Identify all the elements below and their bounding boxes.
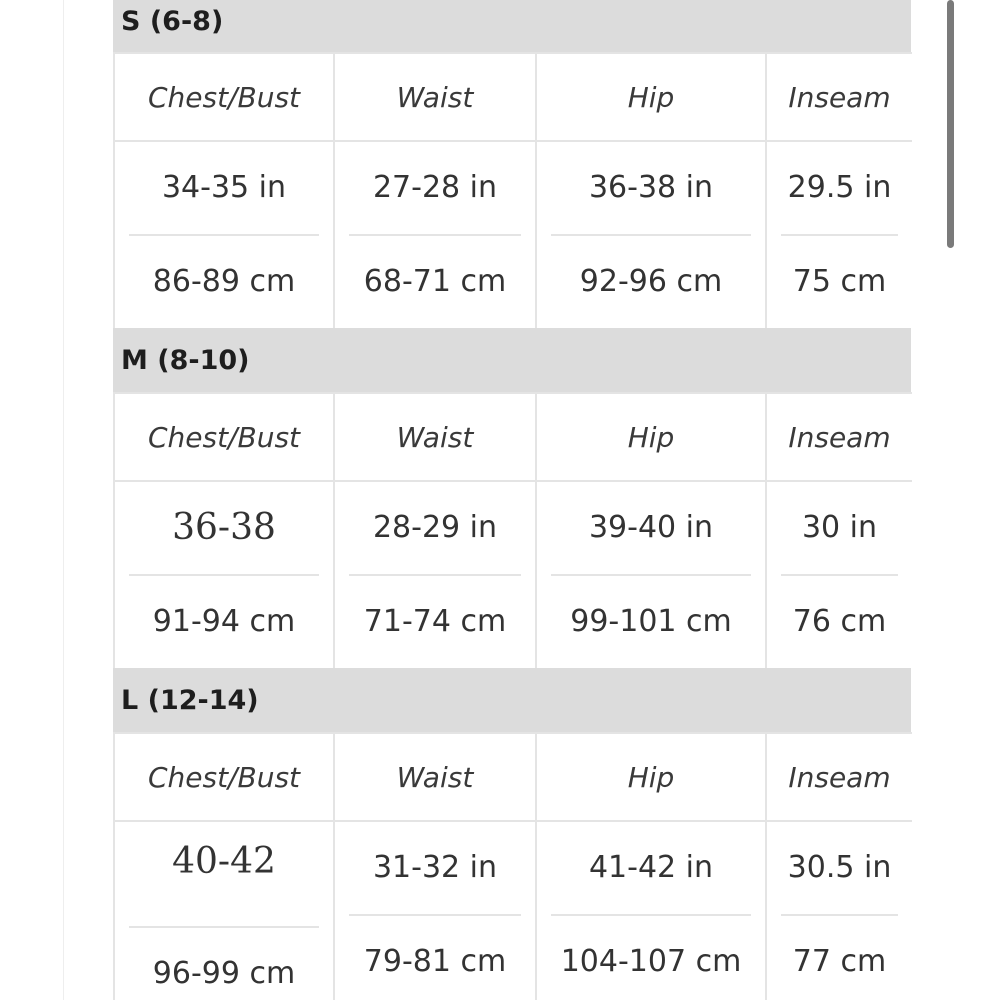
hip-cell xyxy=(536,821,766,1000)
table-row xyxy=(114,393,912,481)
column-label-waist: Waist xyxy=(334,733,536,821)
inseam-cell xyxy=(766,141,912,328)
column-label-inseam: Inseam xyxy=(766,53,912,141)
inseam-cell xyxy=(766,481,912,668)
waist-inches: 28-29 in xyxy=(372,510,498,545)
column-label-chest: Chest/Bust xyxy=(114,393,334,481)
size-table-s xyxy=(113,52,912,328)
waist-cm: 71-74 cm xyxy=(363,604,507,639)
waist-cell xyxy=(334,141,536,328)
hip-cell xyxy=(536,481,766,668)
chest-cell xyxy=(114,141,334,328)
chest-cm: 86-89 cm xyxy=(152,264,296,299)
inseam-inches: 29.5 in xyxy=(787,170,892,205)
column-label-hip: Hip xyxy=(536,733,766,821)
column-label-inseam: Inseam xyxy=(766,733,912,821)
hip-inches: 39-40 in xyxy=(588,510,714,545)
table-row xyxy=(114,141,912,328)
column-label-hip: Hip xyxy=(536,393,766,481)
inseam-cell xyxy=(766,821,912,1000)
inseam-cm: 77 cm xyxy=(792,944,887,979)
waist-cm: 68-71 cm xyxy=(363,264,507,299)
chest-inches: 40-42 xyxy=(172,841,276,882)
hip-cell xyxy=(536,141,766,328)
column-label-waist: Waist xyxy=(334,53,536,141)
chest-cm: 91-94 cm xyxy=(152,604,296,639)
chest-cell xyxy=(114,481,334,668)
waist-cell xyxy=(334,821,536,1000)
column-label-chest: Chest/Bust xyxy=(114,53,334,141)
table-row xyxy=(114,481,912,668)
chest-inches: 34-35 in xyxy=(161,170,287,205)
table-row xyxy=(114,733,912,821)
hip-inches: 36-38 in xyxy=(588,170,714,205)
column-label-chest: Chest/Bust xyxy=(114,733,334,821)
waist-cm: 79-81 cm xyxy=(363,944,507,979)
size-table-l xyxy=(113,732,912,1000)
hip-cm: 104-107 cm xyxy=(560,944,742,979)
inseam-inches: 30 in xyxy=(801,510,878,545)
chest-cell xyxy=(114,821,334,1000)
size-header-m: M (8-10) xyxy=(113,328,911,392)
size-header-s: S (6-8) xyxy=(113,0,911,52)
column-label-inseam: Inseam xyxy=(766,393,912,481)
inseam-cm: 75 cm xyxy=(792,264,887,299)
size-table-m xyxy=(113,392,912,668)
column-label-waist: Waist xyxy=(334,393,536,481)
inseam-inches: 30.5 in xyxy=(787,850,892,885)
scrollbar-thumb[interactable] xyxy=(947,0,954,248)
inseam-cm: 76 cm xyxy=(792,604,887,639)
table-row xyxy=(114,821,912,1000)
size-header-l: L (12-14) xyxy=(113,668,911,732)
size-chart xyxy=(113,0,911,1000)
left-border xyxy=(63,0,64,1000)
waist-inches: 31-32 in xyxy=(372,850,498,885)
chest-inches: 36-38 xyxy=(172,507,276,548)
waist-inches: 27-28 in xyxy=(372,170,498,205)
waist-cell xyxy=(334,481,536,668)
hip-inches: 41-42 in xyxy=(588,850,714,885)
column-label-hip: Hip xyxy=(536,53,766,141)
table-row xyxy=(114,53,912,141)
hip-cm: 99-101 cm xyxy=(570,604,732,639)
hip-cm: 92-96 cm xyxy=(579,264,723,299)
chest-cm: 96-99 cm xyxy=(152,956,296,991)
